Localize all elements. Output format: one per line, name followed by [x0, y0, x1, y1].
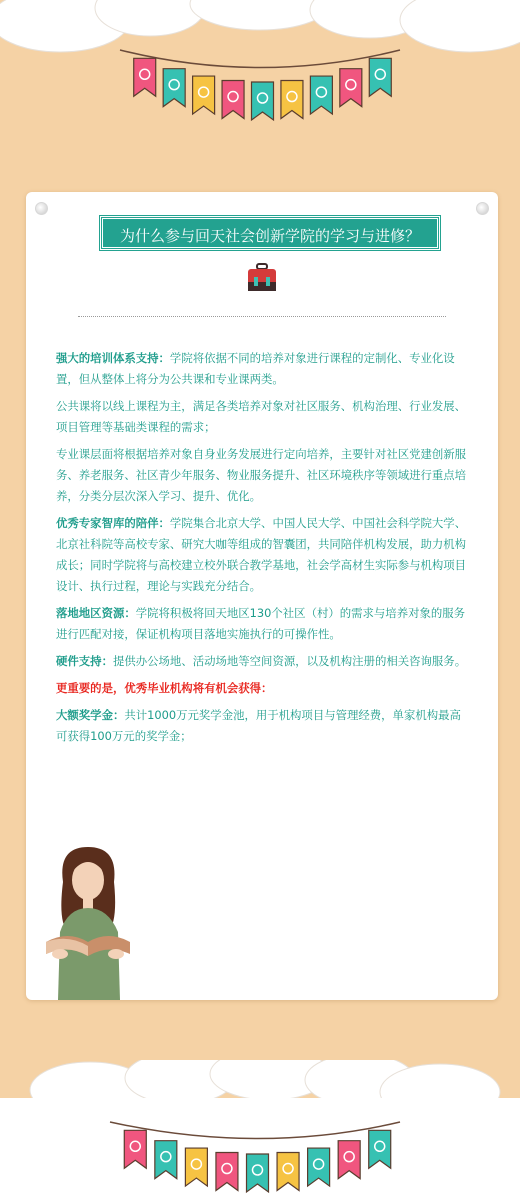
paragraph-experts [56, 513, 472, 597]
bunting-flag [222, 81, 244, 119]
bunting-flag [281, 81, 303, 119]
bunting-flag [134, 58, 156, 96]
paragraph-lead: 大额奖学金： [56, 708, 125, 722]
paragraph-lead: 硬件支持： [56, 654, 113, 668]
paragraph-text: 共计1000万元奖学金池，用于机构项目与管理经费，单家机构最高可获得100万元的奖学金； [56, 708, 461, 743]
paragraph-text: 学院将积极将回天地区130个社区（村）的需求与培养对象的服务进行匹配对接，保证机构项目落地实施执行的可操作性。 [56, 606, 466, 641]
dotted-divider [78, 316, 446, 317]
pin-icon [476, 202, 489, 215]
paragraph-text: 学院集合北京大学、中国人民大学、中国社会科学院大学、北京社科院等高校专家、研究大咖等组成的智囊团，共同陪伴机构发展，助力机构成长；同时学院将与高校建立校外联合教学基地，社会学高材生实际参与机构项目设计、执行过程，理论与实践充分结合。 [56, 516, 467, 593]
woman-reading-illustration [38, 842, 138, 1000]
paragraph-lead: 优秀专家智库的陪伴： [56, 516, 170, 530]
page-title: 为什么参与回天社会创新学院的学习与进修？ [100, 216, 440, 250]
pin-icon [35, 202, 48, 215]
bunting-flag [310, 76, 332, 114]
bunting-flag [340, 69, 362, 107]
paragraph-lead: 落地地区资源： [56, 606, 136, 620]
highlight-text [56, 678, 472, 699]
top-bunting-decoration [0, 0, 520, 160]
briefcase-icon [247, 262, 277, 294]
paragraph-text: 学院将依据不同的培养对象进行课程的定制化、专业化设置，但从整体上将分为公共课和专业课两类。 [56, 351, 455, 386]
paragraph-lead: 强大的培训体系支持： [56, 351, 170, 365]
info-card [26, 192, 498, 1000]
paragraph-text: 专业课层面将根据培养对象自身业务发展进行定向培养，主要针对社区党建创新服务、养老服务、社区青少年服务、物业服务提升、社区环境秩序等领域进行重点培养，分类分层次深入学习、提升、优化。 [56, 447, 467, 503]
paragraph-training [56, 348, 472, 390]
bunting-flag [163, 69, 185, 107]
content-body [56, 348, 472, 753]
bunting-flag [193, 76, 215, 114]
paragraph-local-resources [56, 603, 472, 645]
paragraph-text: 公共课将以线上课程为主，满足各类培养对象对社区服务、机构治理、行业发展、项目管理等基础类课程的需求； [56, 399, 467, 434]
bunting-flag [252, 82, 274, 120]
bottom-bunting-decoration [0, 1060, 520, 1200]
paragraph-professional-course [56, 444, 472, 507]
paragraph-public-course [56, 396, 472, 438]
paragraph-text: 提供办公场地、活动场地等空间资源，以及机构注册的相关咨询服务。 [112, 654, 467, 668]
paragraph-hardware [56, 651, 472, 672]
highlight-label: 更重要的是，优秀毕业机构将有机会获得： [56, 681, 273, 695]
paragraph-scholarship [56, 705, 472, 747]
bunting-flag [369, 58, 391, 96]
